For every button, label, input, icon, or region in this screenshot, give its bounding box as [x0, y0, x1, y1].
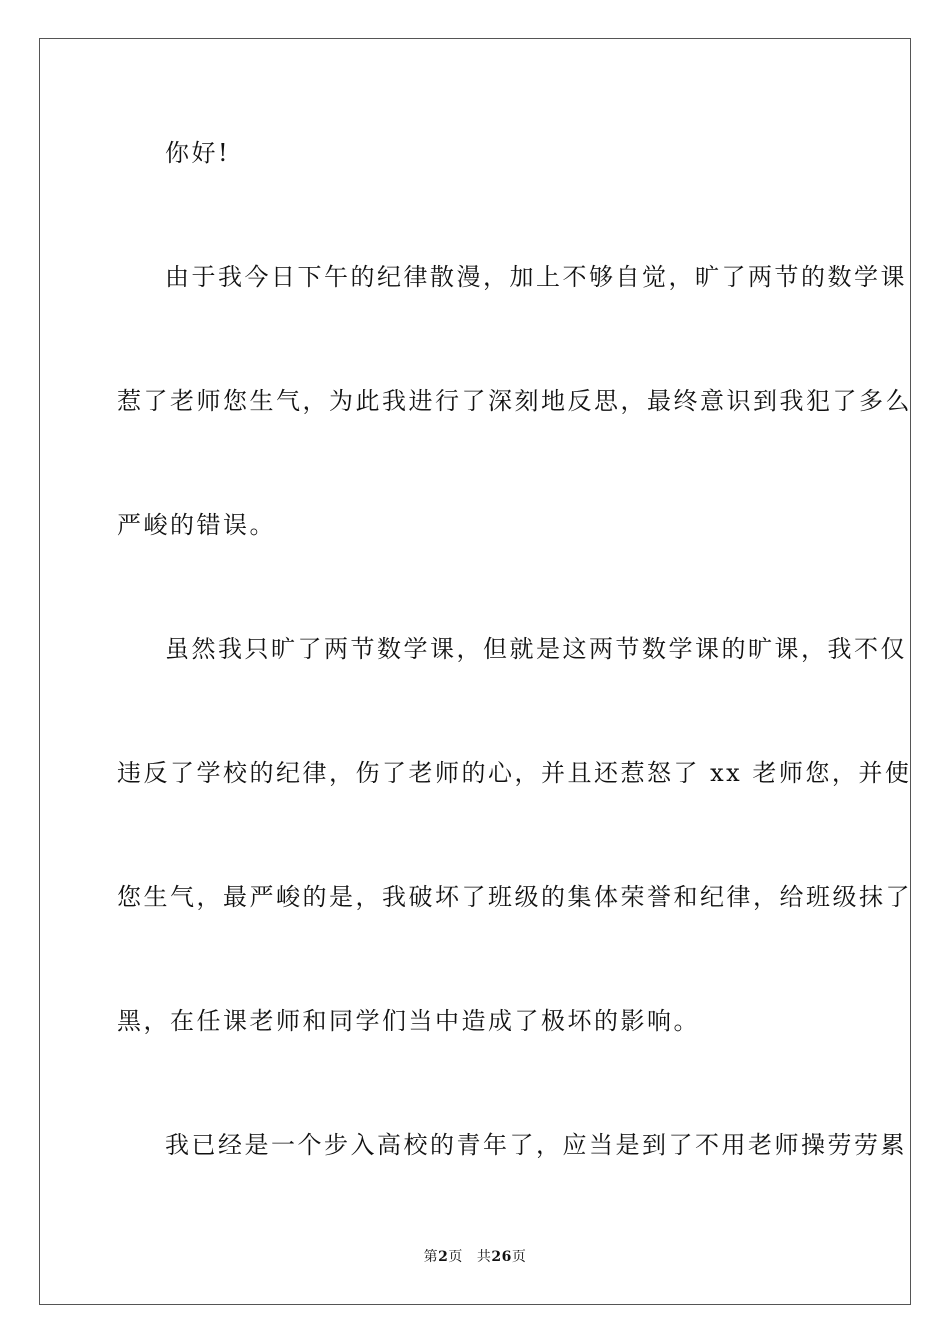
page-suffix: 页 — [448, 1249, 463, 1265]
paragraph-2-line-3: 您生气，最严峻的是，我破坏了班级的集体荣誉和纪律，给班级抹了 — [117, 883, 912, 911]
paragraph-1-line-1: 由于我今日下午的纪律散漫，加上不够自觉，旷了两节的数学课 — [165, 263, 907, 291]
line-gap — [117, 308, 837, 370]
greeting-line: 你好! — [165, 139, 231, 167]
paragraph-2-line-4: 黑，在任课老师和同学们当中造成了极坏的影响。 — [117, 1007, 700, 1035]
page-prefix: 第 — [423, 1249, 439, 1265]
line-gap — [117, 432, 837, 494]
line-gap — [117, 680, 837, 742]
paragraph-gap — [117, 556, 837, 618]
paragraph-2-line-2: 违反了学校的纪律，伤了老师的心，并且还惹怒了 xx 老师您，并使 — [117, 759, 912, 787]
page-total: 26 — [491, 1249, 512, 1265]
page-current: 2 — [438, 1249, 449, 1265]
line-gap — [117, 928, 837, 990]
total-prefix: 共 — [476, 1249, 492, 1265]
paragraph-gap — [117, 1052, 837, 1114]
paragraph-1-line-2: 惹了老师您生气，为此我进行了深刻地反思，最终意识到我犯了多么 — [117, 387, 912, 415]
total-suffix: 页 — [511, 1249, 527, 1265]
line-gap — [117, 804, 837, 866]
paragraph-2-line-1: 虽然我只旷了两节数学课，但就是这两节数学课的旷课，我不仅 — [165, 635, 907, 663]
paragraph-1-line-3: 严峻的错误。 — [117, 511, 276, 539]
page-footer — [0, 1246, 950, 1266]
document-body — [117, 122, 912, 1176]
paragraph-3-line-1: 我已经是一个步入高校的青年了，应当是到了不用老师操劳劳累 — [165, 1131, 907, 1159]
paragraph-gap — [117, 184, 837, 246]
